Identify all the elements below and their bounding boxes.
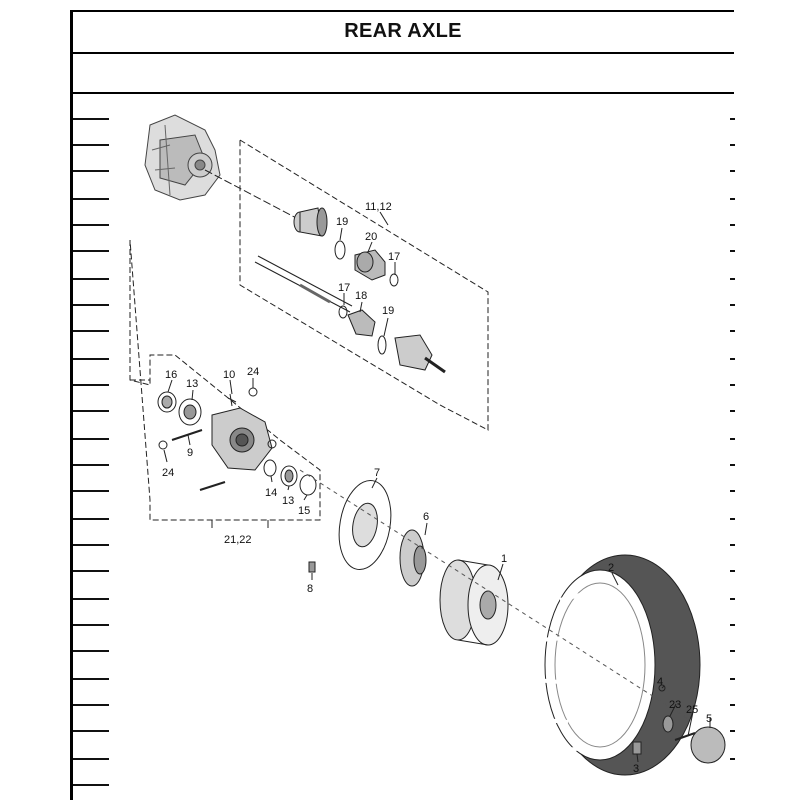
nut-24b-icon [159,441,167,449]
differential-housing-icon [145,115,220,200]
callout-2: 2 [608,562,615,574]
wheel-rim-icon [440,560,508,645]
brake-disc-icon [333,476,398,573]
drive-shaft-group-outline [240,140,488,430]
oil-seal-16-icon [158,392,176,412]
tire-icon [535,555,700,775]
callout-21-22: 21,22 [224,534,252,546]
knuckle-hub-icon [212,408,272,470]
callout-18: 18 [355,290,368,302]
callout-25: 25 [686,704,699,716]
callout-10: 10 [223,369,236,381]
callout-5: 5 [706,713,713,725]
nut-24a-icon [249,388,257,396]
callout-3: 3 [633,763,640,775]
callout-19a: 19 [336,216,349,228]
callout-19b: 19 [382,305,395,317]
callout-1: 1 [501,553,508,565]
bolt-lower-icon [200,482,225,490]
hub-cap-5-icon [691,727,725,763]
callout-16: 16 [165,369,178,381]
callout-8: 8 [307,583,314,595]
callout-24b: 24 [162,467,175,479]
bearing-13b-icon [281,466,297,486]
callout-4: 4 [657,676,664,688]
washer-23-icon [663,716,673,732]
valve-3-icon [633,742,641,754]
clamp-17a-icon [390,274,398,286]
callout-20: 20 [365,231,378,243]
oil-seal-15-icon [300,475,316,495]
callout-11-12: 11,12 [365,201,392,213]
callout-13b: 13 [282,495,295,507]
callout-13a: 13 [186,378,199,390]
inner-cv-joint-icon [294,208,327,236]
callout-14: 14 [265,487,278,499]
callout-6: 6 [423,511,430,523]
boot-18-icon [348,310,375,336]
callout-24a: 24 [247,366,260,378]
circlip-19b-icon [378,336,386,354]
callout-15: 15 [298,505,311,517]
bolt-9-icon [172,430,202,440]
disc-bolt-8-icon [309,562,315,572]
callout-9: 9 [187,447,194,459]
page-title: REAR AXLE [344,19,462,42]
outer-cv-joint-icon [395,335,445,372]
callout-17b: 17 [338,282,351,294]
bearing-13a-icon [179,399,201,425]
boot-20-icon [355,250,385,280]
callout-17a: 17 [388,251,401,263]
circlip-19a-icon [335,241,345,259]
cotter-pin-10-icon [228,394,236,406]
callout-7: 7 [374,467,381,479]
callout-23: 23 [669,699,682,711]
spacer-14-icon [264,460,276,476]
wheel-hub-icon [400,530,426,586]
